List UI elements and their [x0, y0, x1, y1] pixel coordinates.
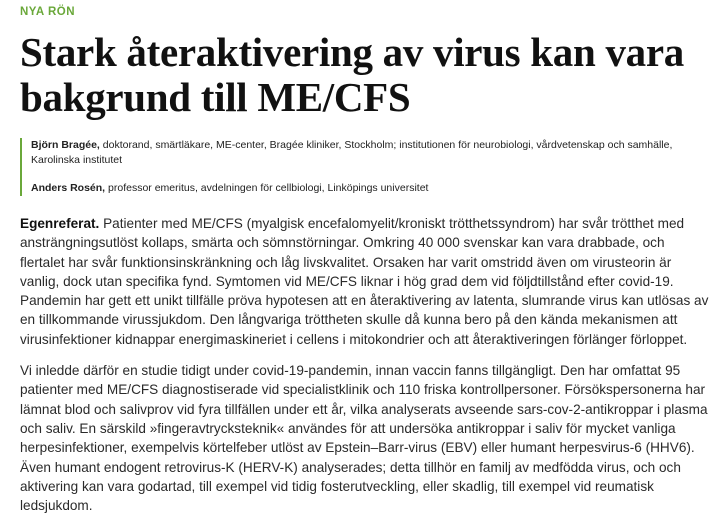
section-label: NYA RÖN: [20, 6, 76, 18]
author-affiliation: professor emeritus, avdelningen för cellbiologi, Linköpings universitet: [105, 182, 429, 194]
author-entry: [31, 138, 720, 168]
paragraph-text: Patienter med ME/CFS (myalgisk encefalomyelit/kroniskt trötthetssyndrom) har svår trötthet med ansträngningsutlöst kollaps, smärta och sömnstörningar. Omkring 40 000 svenskar kan vara drabbade, och flertalet har svår funktionsinskränkning och låg livskvalitet. Orsaken har varit omstridd även om virusteorin är vanlig, dock utan specifika fynd. Symtomen vid ME/CFS liknar i hög grad dem vid följdtillstånd efter covid-19. Pandemin har gett ett unikt tillfälle pröva hypotesen att en återaktivering av latenta, slumrande virus kan utlösas av en tillkommande virussjukdom. Den långvariga tröttheten skulle då kunna bero på den kända mekanismen att virusinfektioner kidnappar energimaskineriet i cellens i mitokondrier och att återaktiveringen förlänger förloppet.: [20, 216, 709, 347]
author-entry: [31, 181, 720, 196]
author-affiliation: doktorand, smärtläkare, ME-center, Bragée kliniker, Stockholm; institutionen för neurobiologi, vårdvetenskap och samhälle, Karolinska institutet: [31, 139, 673, 166]
body-paragraph: [20, 214, 710, 349]
lead-label: Egenreferat.: [20, 216, 100, 231]
author-name: Björn Bragée,: [31, 139, 100, 151]
author-name: Anders Rosén,: [31, 182, 106, 194]
body-paragraph: Vi inledde därför en studie tidigt under covid-19-pandemin, innan vaccin fanns tillgängligt. Den har omfattat 95 patienter med ME/CFS diagnostiserade vid specialistklinik och 110 friska kontrollpersoner. Försökspersonerna har lämnat blod och salivprov vid fyra tillfällen under ett år, vilka analyserats avseende sars-cov-2-antikroppar i plasma och saliv. En särskild »fingeravtrycksteknik« användes för att undersöka antikroppar i saliv för mycket vanliga herpesinfektioner, exempelvis körtelfeber utlöst av Epstein–Barr-virus (EBV) eller humant herpesvirus-6 (HHV6). Även humant endogent retrovirus-K (HERV-K) analyserades; detta tillhör en familj av medfödda virus, och och aktivering kan vara godartad, till exempel vid tidig fosterutveckling, eller skadlig, till exempel vid reumatisk ledsjukdom.: [20, 363, 708, 514]
author-block: [20, 138, 720, 196]
article-body: [20, 214, 710, 515]
article-title: Stark återaktivering av virus kan vara bakgrund till ME/CFS: [20, 29, 684, 120]
